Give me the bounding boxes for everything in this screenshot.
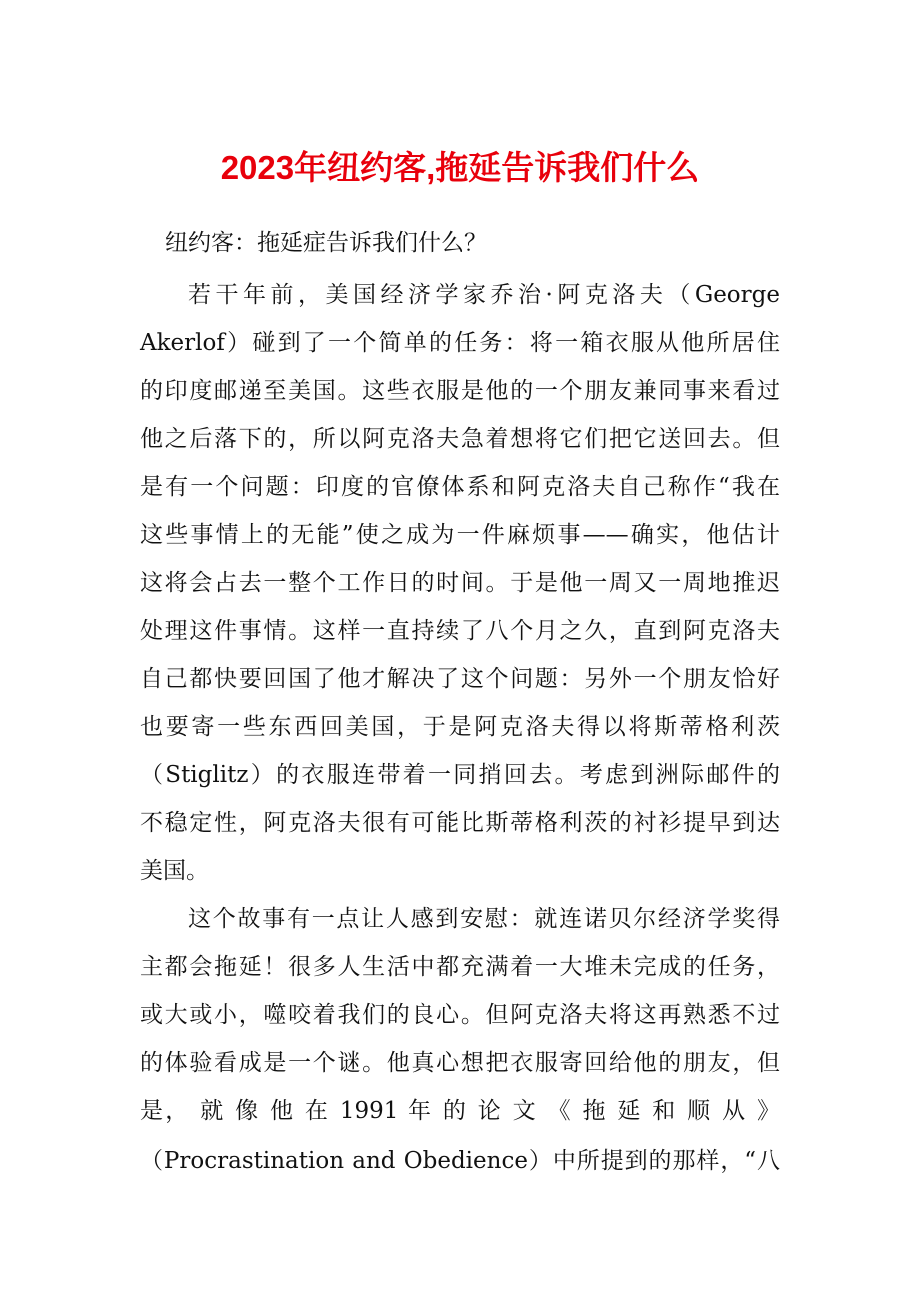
text-line: 这将会占去一整个工作日的时间。于是他一周又一周地推迟 bbox=[140, 570, 780, 596]
text-line: 是有一个问题：印度的官僚体系和阿克洛夫自己称作“我在 bbox=[140, 474, 780, 500]
document-title: 2023年纽约客,拖延告诉我们什么 bbox=[220, 149, 700, 186]
text-line: Akerlof）碰到了一个简单的任务：将一箱衣服从他所居住 bbox=[140, 330, 780, 356]
text-line: 处理这件事情。这样一直持续了八个月之久，直到阿克洛夫 bbox=[140, 618, 780, 644]
text-line: （Procrastination and Obedience）中所提到的那样，“八 bbox=[140, 1148, 780, 1174]
text-line: 不稳定性，阿克洛夫很有可能比斯蒂格利茨的衬衫提早到达 bbox=[140, 810, 780, 836]
text-line: 他之后落下的，所以阿克洛夫急着想将它们把它送回去。但 bbox=[140, 426, 780, 452]
text-line: （Stiglitz）的衣服连带着一同捎回去。考虑到洲际邮件的 bbox=[140, 762, 780, 788]
text-line: 也要寄一些东西回美国，于是阿克洛夫得以将斯蒂格利茨 bbox=[140, 714, 780, 740]
text-line: 美国。 bbox=[140, 858, 209, 884]
text-line: 这个故事有一点让人感到安慰：就连诺贝尔经济学奖得 bbox=[188, 906, 780, 932]
text-line: 的体验看成是一个谜。他真心想把衣服寄回给他的朋友，但 bbox=[140, 1050, 780, 1076]
text-line: 主都会拖延！很多人生活中都充满着一大堆未完成的任务， bbox=[140, 954, 780, 980]
text-line: 或大或小，噬咬着我们的良心。但阿克洛夫将这再熟悉不过 bbox=[140, 1002, 780, 1028]
text-line: 自己都快要回国了他才解决了这个问题：另外一个朋友恰好 bbox=[140, 666, 780, 692]
text-line: 这些事情上的无能”使之成为一件麻烦事——确实，他估计 bbox=[140, 522, 780, 548]
text-line: 的印度邮递至美国。这些衣服是他的一个朋友兼同事来看过 bbox=[140, 378, 780, 404]
text-line: 若干年前，美国经济学家乔治·阿克洛夫（George bbox=[188, 282, 780, 308]
document-subtitle: 纽约客：拖延症告诉我们什么？ bbox=[165, 230, 487, 256]
text-line: 是， 就 像 他 在 1991 年 的 论 文 《 拖 延 和 顺 从 》 bbox=[140, 1098, 780, 1124]
